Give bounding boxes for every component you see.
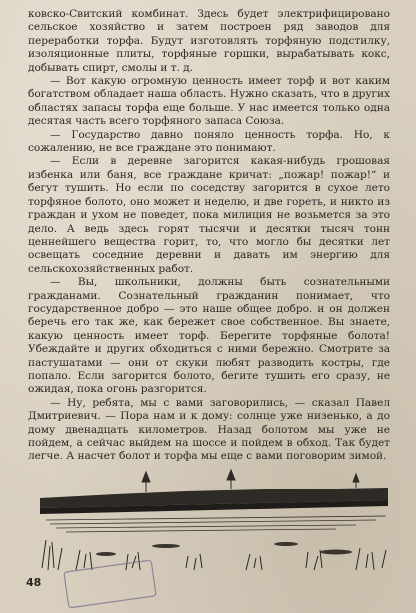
paragraph: — Если в деревне загорится какая-нибудь грошовая избенка или баня, все граждане кричат: „пожар! пожар!“ и бегут тушить. Но если по соседству загорится в сухое лето торфяное болото, оно может и неделю, и две гореть, и никто из граждан и ухом не поведет, пока милиция не возьмется за это дело. А ведь здесь горят тысячи и десятки тысяч тонн ценнейшего вещества горит, то, что могло бы десятки лет освещать соседние деревни и давать им энергию для сельскохозяйственных работ. [28, 155, 390, 275]
body-text [28, 8, 390, 464]
paragraph: — Государство давно поняло ценность торфа. Но, к сожалению, не все граждане это понимают. [28, 128, 390, 155]
paragraph: — Вот какую огромную ценность имеет торф и вот каким богатством обладает наша область. Нужно сказать, что в других областях запасы торфа еще больше. У нас имеется только одна десятая часть всего торфяного запаса Союза. [28, 75, 390, 128]
paragraph: ковско-Свитский комбинат. Здесь будет электрифицировано сельское хозяйство и затем построен ряд заводов для переработки торфа. Будут изготовлять торфяную подстилку, изоляционные плиты, торфяные горшки, вырабатывать кокс, добывать спирт, смолы и т. д. [28, 8, 390, 74]
paragraph: — Вы, школьники, должны быть сознательными гражданами. Сознательный гражданин понимает, что государственное добро — это наше общее добро. и он должен беречь его так же, как бережет свое собственное. Вы знаете, какую ценность имеет торф. Берегите торфяные болота! Убеждайте и других обходиться с ними бережно. Смотрите за пастушатами — они от скуки любят разводить костры, где попало. Если загорится болото, бегите тушить его сразу, не ожидая, пока огонь разгорится. [28, 276, 390, 396]
page-number: 48 [26, 576, 42, 589]
library-stamp [60, 560, 160, 608]
paragraph: — Ну, ребята, мы с вами заговорились, — сказал Павел Дмитриевич. — Пора нам и к дому: солнце уже низенько, а до дому двенадцать километров. Назад болотом мы уже не пойдем, а сейчас выйдем на шоссе и пойдем в обход. Так будет легче. А насчет болот и торфа мы еще с вами поговорим зимой. [28, 396, 390, 463]
